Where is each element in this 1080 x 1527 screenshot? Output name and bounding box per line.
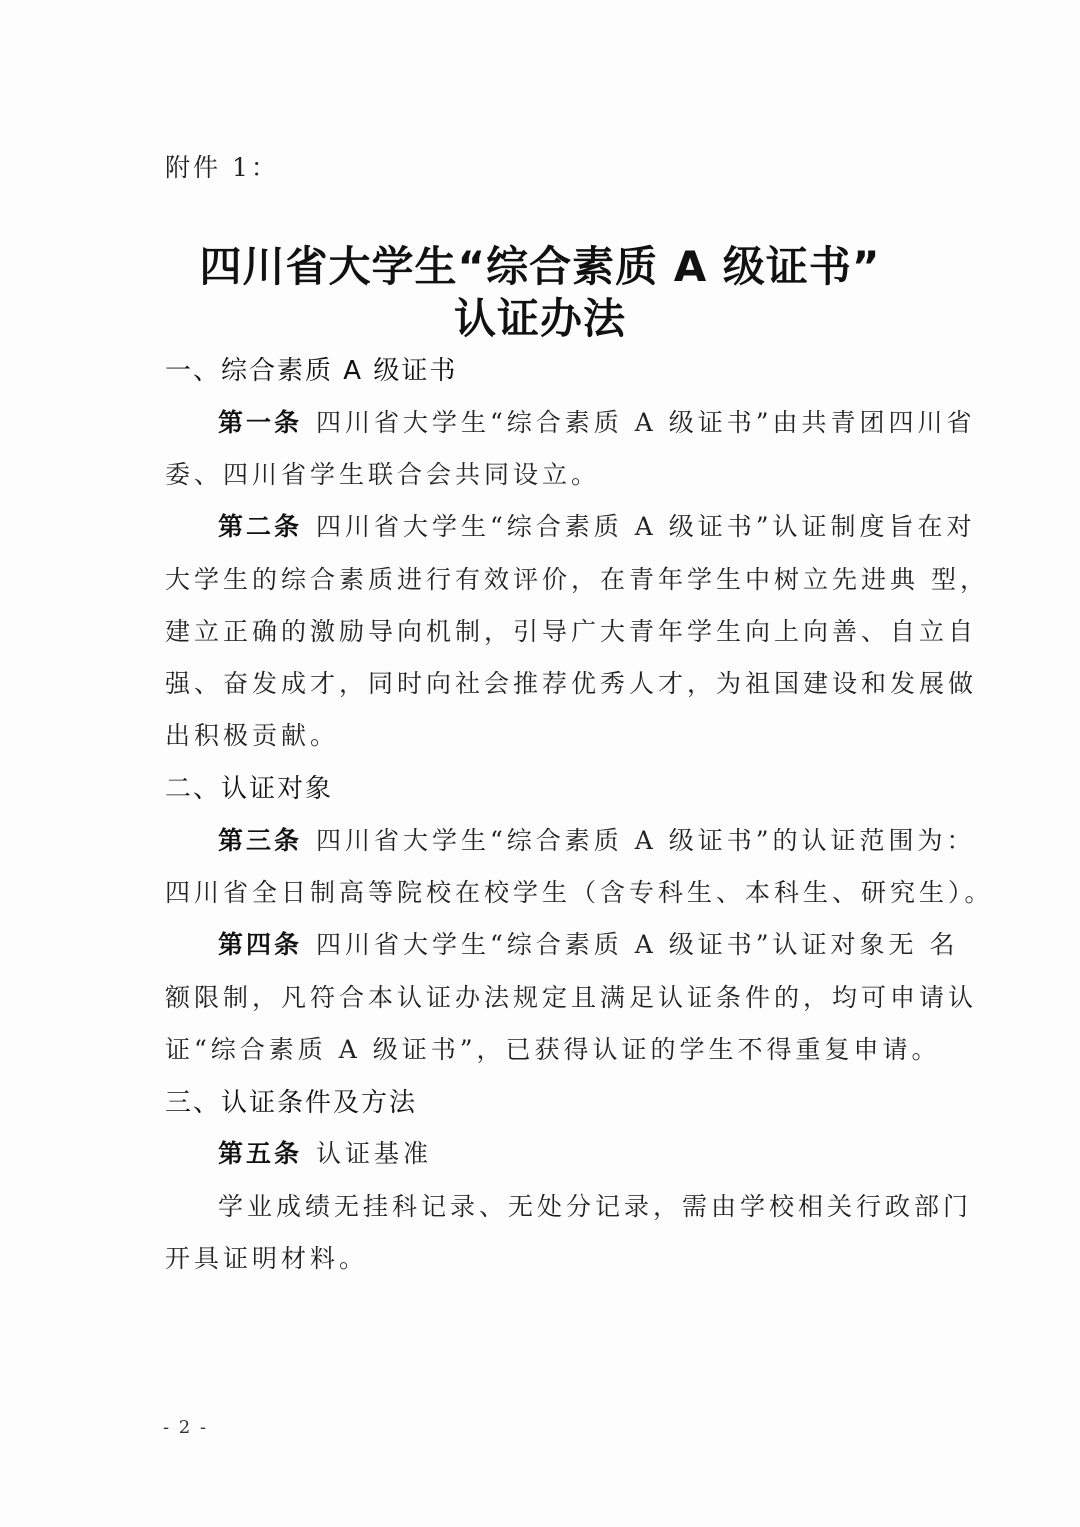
article-2-label: 第二条 [218,512,303,541]
article-1-line-2: 委、四川省学生联合会共同设立。 [165,460,601,489]
section-heading-2: 二、认证对象 [165,774,334,804]
article-4-line-1 [218,925,959,961]
article-4-line-2: 额限制，凡符合本认证办法规定且满足认证条件的，均可申请认 [165,983,978,1012]
article-2-line-5: 出积极贡献。 [165,721,340,750]
page-number: - 2 - [163,1417,209,1438]
article-3-line-1 [218,821,976,857]
article-1-label: 第一条 [218,408,303,437]
section-heading-1: 一、综合素质 A 级证书 [165,356,458,386]
article-5-line-1 [218,1134,917,1170]
article-4-line-3: 证“综合素质 A 级证书”，已获得认证的学生不得重复申请。 [165,1035,941,1064]
document-title-line-2: 认证办法 [453,294,626,343]
article-4-label: 第四条 [218,930,303,959]
article-4-text-1: 四川省大学生“综合素质 A 级证书”认证对象无 名 [316,930,959,959]
article-5-text-1: 认证基准 [316,1139,433,1168]
document-title-line-1: 四川省大学生“综合素质 A 级证书” [199,242,881,291]
article-5-line-2: 学业成绩无挂科记录、无处分记录，需由学校相关行政部门 [218,1192,973,1221]
article-5-label: 第五条 [218,1139,303,1168]
attachment-label: 附件 1： [165,153,279,182]
article-5-line-3: 开具证明材料。 [165,1244,369,1273]
article-2-line-2: 大学生的综合素质进行有效评价，在青年学生中树立先进典 型， [165,565,989,594]
article-2-text-1: 四川省大学生“综合素质 A 级证书”认证制度旨在对 [316,512,976,541]
article-2-line-3: 建立正确的激励导向机制，引导广大青年学生向上向善、自立自 [165,617,978,646]
article-3-label: 第三条 [218,826,303,855]
article-2-line-1 [218,507,976,543]
article-1-line-1 [218,403,976,439]
article-2-line-4: 强、奋发成才，同时向社会推荐优秀人才，为祖国建设和发展做 [165,669,978,698]
section-heading-3: 三、认证条件及方法 [165,1088,418,1118]
article-3-text-1: 四川省大学生“综合素质 A 级证书”的认证范围为： [316,826,976,855]
article-1-text-1: 四川省大学生“综合素质 A 级证书”由共青团四川省 [316,408,976,437]
article-3-line-2: 四川省全日制高等院校在校学生（含专科生、本科生、研究生）。 [165,878,994,907]
